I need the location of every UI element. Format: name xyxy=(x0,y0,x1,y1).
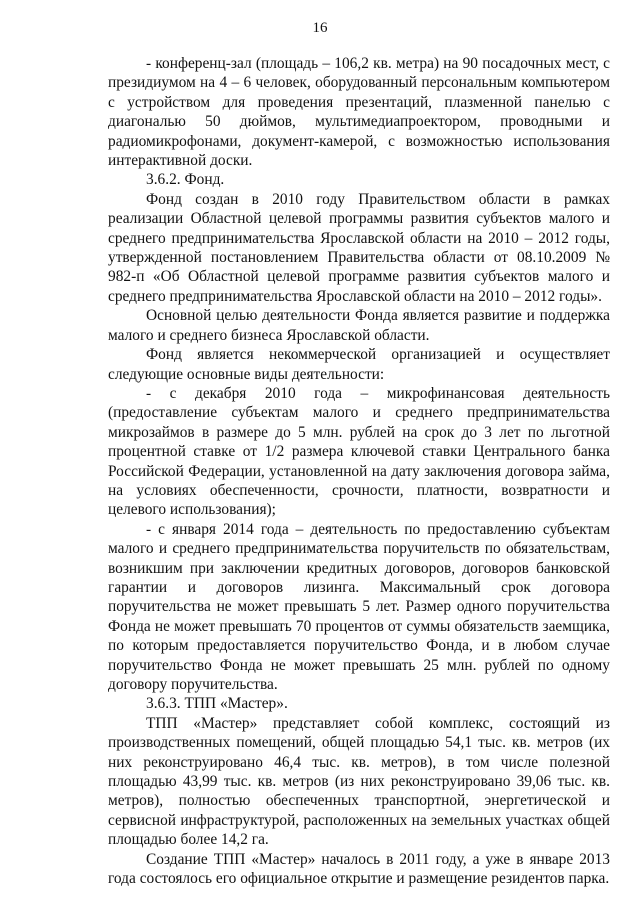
paragraph-fund-activities-intro: Фонд является некоммерческой организацией и осуществляет следующие основные виды деятельности: xyxy=(108,346,610,383)
section-heading-tpp-master: 3.6.3. ТПП «Мастер». xyxy=(146,695,288,713)
section-heading-fund: 3.6.2. Фонд. xyxy=(146,171,225,189)
document-body xyxy=(108,54,610,888)
list-item-guarantees: - с января 2014 года – деятельность по предоставлению субъектам малого и среднего предпринимательства поручительств по обязательствам, возникшим при заключении кредитных договоров, договоров банковской гарантии и договоров лизинга. Максимальный срок договора поручительства не может превышать 5 лет. Размер одного поручительства Фонда не может превышать 70 процентов от суммы обязательств заемщика, по которым предоставляется поручительство Фонда, и в любом случае поручительство Фонда не может превышать 25 млн. рублей по одному договору поручительства. xyxy=(108,520,610,693)
paragraph-tpp-description: ТПП «Мастер» представляет собой комплекс, состоящий из производственных помещений, общей площадью 54,1 тыс. кв. метров (их них реконструировано 46,4 тыс. кв. метров), в том числе полезной площадью 43,99 тыс. кв. метров (из них реконструировано 39,06 тыс. кв. метров), полностью обеспеченных транспортной, энергетической и сервисной инфраструктурой, расположенных на земельных участках общей площадью более 14,2 га. xyxy=(108,714,610,849)
page-number: 16 xyxy=(312,20,328,36)
paragraph-tpp-history: Создание ТПП «Мастер» началось в 2011 году, а уже в январе 2013 года состоялось его официальное открытие и размещение резидентов парка. xyxy=(108,850,610,888)
paragraph-fund-goal: Основной целью деятельности Фонда является развитие и поддержка малого и среднего бизнеса Ярославской области. xyxy=(108,307,610,344)
paragraph-fund-creation: Фонд создан в 2010 году Правительством области в рамках реализации Областной целевой программы развития субъектов малого и среднего предпринимательства Ярославской области на 2010 – 2012 годы, утвержденной постановлением Правительства области от 08.10.2009 № 982-п «Об Областной целевой программе развития субъектов малого и среднего предпринимательства Ярославской области на 2010 – 2012 годы». xyxy=(108,190,610,305)
list-item-microfinance: - с декабря 2010 года – микрофинансовая деятельность (предоставление субъектам малого и среднего предпринимательства микрозаймов в размере до 5 млн. рублей на срок до 3 лет по льготной процентной ставке от 1/2 размера ключевой ставки Центрального банка Российской Федерации, установленной на дату заключения договора займа, на условиях обеспеченности, срочности, платности, возвратности и целевого использования); xyxy=(108,384,610,519)
paragraph-conference-hall: - конференц-зал (площадь – 106,2 кв. метра) на 90 посадочных мест, с президиумом на 4 – 6 человек, оборудованный персональным компьютером с устройством для проведения презентаций, плазменной панелью с диагональю 50 дюймов, мультимедиапроектором, проводными и радиомикрофонами, документ-камерой, с возможностью использования интерактивной доски. xyxy=(108,55,610,170)
